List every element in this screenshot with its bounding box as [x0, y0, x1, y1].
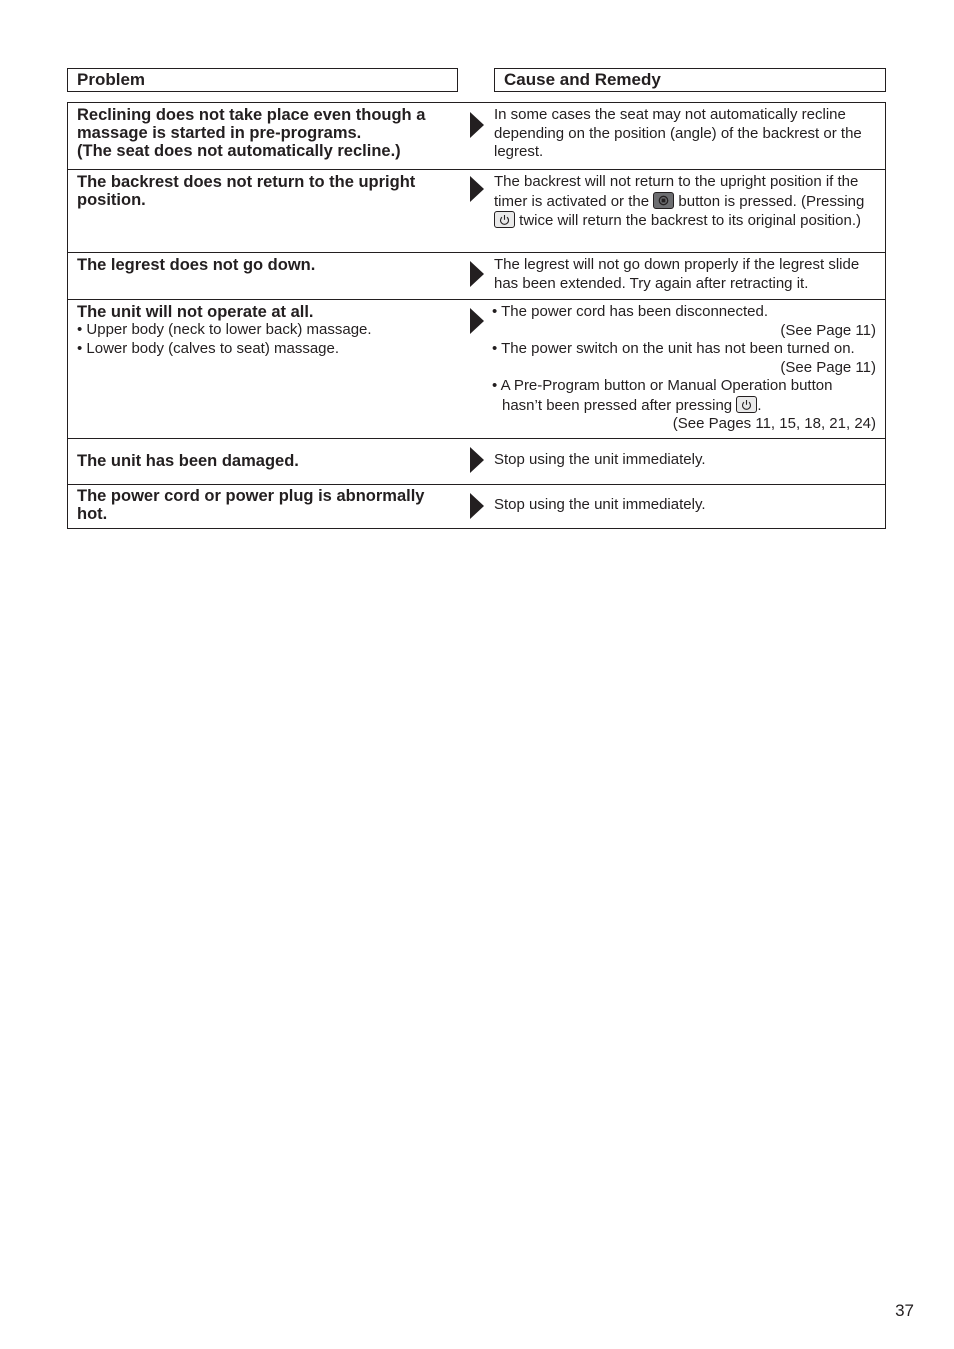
problem-text: Reclining does not take place even though a massage is started in pre-programs. — [77, 106, 426, 142]
arrow-icon — [470, 447, 484, 473]
table-row — [68, 299, 885, 438]
table-row — [68, 252, 885, 299]
problem-text: The power cord or power plug is abnormally hot. — [77, 487, 425, 523]
remedy-text: Stop using the unit immediately. — [494, 451, 706, 468]
problem-header: Problem — [67, 68, 458, 92]
problem-cell — [77, 303, 452, 358]
problem-note: (The seat does not automatically recline.) — [77, 142, 401, 160]
remedy-text: The backrest will not return to the upright position if the timer is activated or the — [494, 173, 859, 210]
arrow-icon — [470, 112, 484, 138]
page-reference: (See Page 11) — [780, 321, 876, 339]
problem-sub-item: • Upper body (neck to lower back) massage. — [77, 321, 372, 338]
remedy-item-suffix: . — [757, 396, 762, 414]
problem-cell — [77, 173, 452, 209]
problem-text: The unit has been damaged. — [77, 452, 299, 470]
problem-cell — [77, 106, 452, 160]
remedy-text: Stop using the unit immediately. — [494, 496, 706, 513]
problem-text: The backrest does not return to the upright position. — [77, 173, 416, 209]
power-button-icon — [494, 211, 515, 228]
power-button-icon — [736, 396, 757, 413]
problem-cell — [77, 452, 452, 470]
remedy-cell — [494, 451, 878, 470]
remedy-item — [492, 377, 876, 415]
table-row — [68, 169, 885, 252]
problem-sub-item: • Lower body (calves to seat) massage. — [77, 339, 340, 357]
remedy-cell — [492, 303, 876, 434]
problem-cell — [77, 487, 452, 523]
arrow-icon — [470, 308, 484, 334]
table-row — [68, 438, 885, 484]
problem-text: The unit will not operate at all. — [77, 303, 314, 321]
remedy-item-text: • A Pre-Program button or Manual Operation button hasn’t been pressed after pressing — [492, 377, 833, 414]
remedy-text: The legrest will not go down properly if the legrest slide has been extended. Try again after retracting it. — [494, 256, 860, 292]
remedy-item: • The power switch on the unit has not been turned on. — [492, 340, 855, 357]
problem-cell — [77, 256, 452, 274]
arrow-icon — [470, 176, 484, 202]
page-number: 37 — [895, 1301, 914, 1320]
stop-button-icon — [653, 192, 674, 209]
remedy-item: • The power cord has been disconnected. — [492, 303, 768, 320]
remedy-cell — [494, 496, 878, 515]
arrow-icon — [470, 261, 484, 287]
arrow-icon — [470, 493, 484, 519]
remedy-text: In some cases the seat may not automatically recline depending on the position (angle) of the backrest or the legrest. — [494, 106, 862, 160]
table-row — [68, 103, 885, 169]
troubleshooting-table — [67, 102, 886, 529]
cause-remedy-header: Cause and Remedy — [494, 68, 886, 92]
page-reference: (See Pages 11, 15, 18, 21, 24) — [672, 415, 876, 432]
remedy-cell — [494, 173, 878, 231]
page-reference: (See Page 11) — [780, 358, 876, 376]
problem-text: The legrest does not go down. — [77, 256, 316, 274]
remedy-cell — [494, 106, 878, 162]
table-row — [68, 484, 885, 528]
remedy-text: twice will return the backrest to its original position.) — [519, 212, 861, 229]
remedy-text: button is pressed. (Pressing — [678, 192, 865, 210]
remedy-cell — [494, 256, 878, 293]
